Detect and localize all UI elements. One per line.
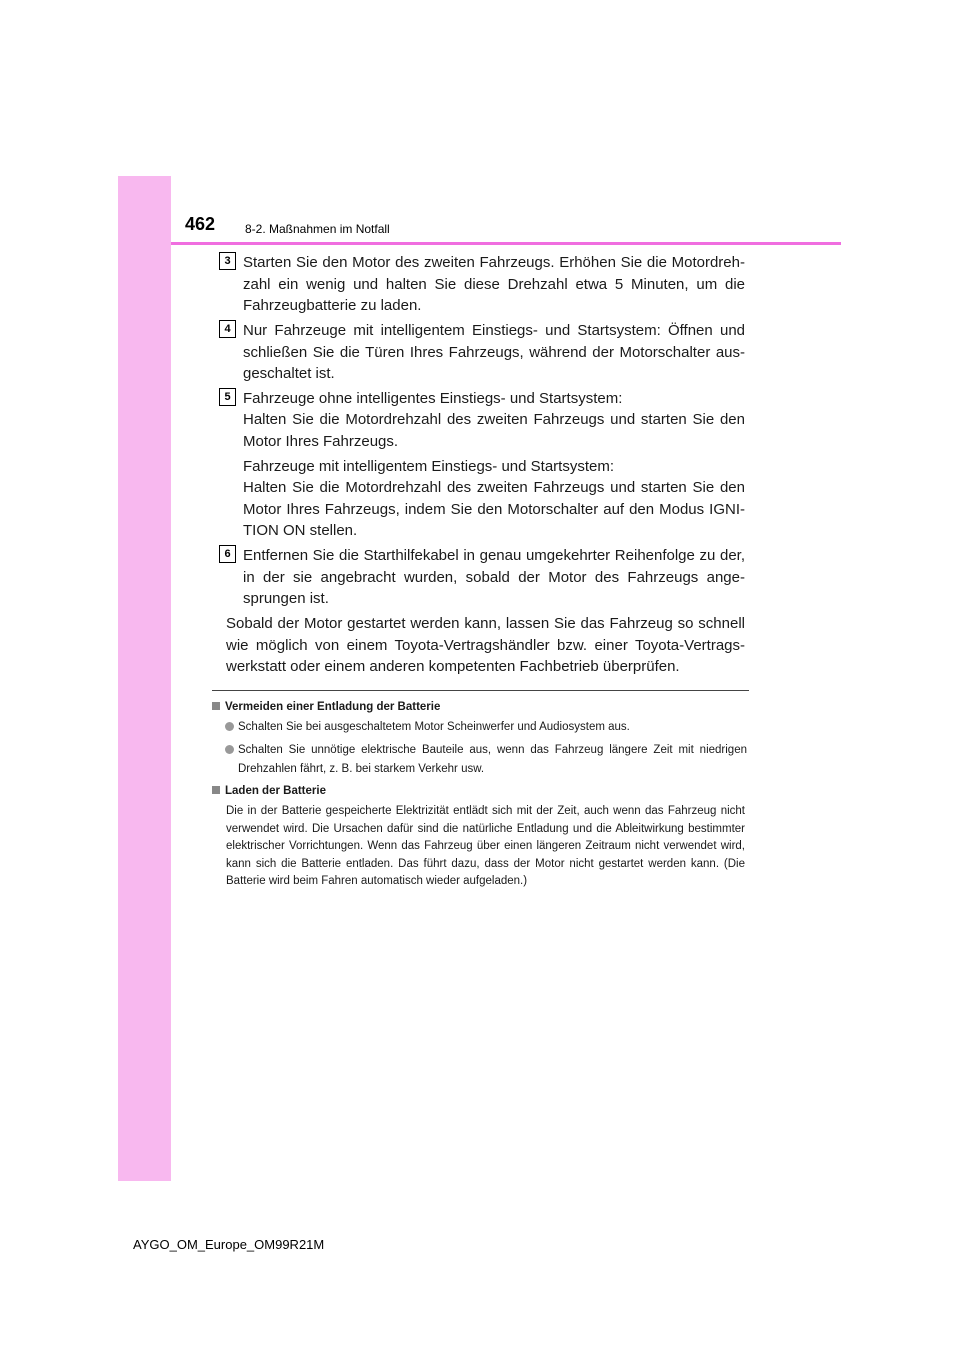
step-4-text: Nur Fahrzeuge mit intelligentem Einstiegs- und Startsystem: Öffnen und schließen Sie die Türen Ihres Fahrzeugs, während der Motorschalter ausgeschaltet ist. bbox=[243, 322, 745, 382]
step-5-text-a: Fahrzeuge ohne intelligentes Einstiegs- und Startsystem: bbox=[243, 390, 623, 407]
step-6-text: Entfernen Sie die Starthilfekabel in genau umgekehrter Reihenfolge zu der, in der sie angebracht wurden, sobald der Motor des Fahrzeugs angesprungen ist. bbox=[243, 547, 745, 607]
page-number: 462 bbox=[185, 214, 216, 234]
square-bullet-icon bbox=[212, 702, 220, 710]
note-body-battery-charging: Die in der Batterie gespeicherte Elektrizität entlädt sich mit der Zeit, auch wenn das Fahrzeug nicht verwendet wird. Die Ursachen dafür sind die natürliche Entladung und die Ableitwirkung bestimmter elektrischer Vorrichtungen. Wenn das Fahrzeug über einen längeren Zeitraum nicht verwendet wird, kann sich die Batterie entladen. Das führt dazu, dass der Motor nicht gestartet werden kann. (Die Batterie wird beim Fahren automatisch wieder aufgeladen.) bbox=[226, 805, 745, 887]
circle-bullet-icon bbox=[225, 745, 234, 754]
square-bullet-icon bbox=[212, 786, 220, 794]
header-rule bbox=[171, 242, 841, 245]
notes-divider bbox=[212, 690, 749, 691]
chapter-sidebar-tab bbox=[118, 176, 171, 1181]
footer-doc-id: AYGO_OM_Europe_OM99R21M bbox=[133, 1237, 325, 1252]
closing-paragraph: Sobald der Motor gestartet werden kann, lassen Sie das Fahrzeug so schnell wie möglich von einem Toyota-Vertragshändler bzw. einer Toyota-Vertragswerkstatt oder einem anderen kompetenten Fachbetrieb überprüfen. bbox=[226, 615, 745, 675]
step-3-text: Starten Sie den Motor des zweiten Fahrzeugs. Erhöhen Sie die Motordrehzahl ein wenig und halten Sie diese Drehzahl etwa 5 Minuten, um die Fahrzeugbatterie zu laden. bbox=[243, 254, 745, 314]
note-bullet: Schalten Sie bei ausgeschaltetem Motor Scheinwerfer und Audiosystem aus. bbox=[225, 718, 747, 737]
note-heading-battery-discharge: Vermeiden einer Entladung der Batterie bbox=[212, 699, 440, 715]
step-number-5: 5 bbox=[219, 388, 236, 406]
note-bullet: Schalten Sie unnötige elektrische Bauteile aus, wenn das Fahrzeug längere Zeit mit niedrigen Drehzahlen fährt, z. B. bei starkem Verkehr usw. bbox=[225, 741, 747, 779]
step-5-text-c: Fahrzeuge mit intelligentem Einstiegs- und Startsystem: bbox=[243, 458, 614, 475]
step-number-3: 3 bbox=[219, 252, 236, 270]
step-5-text-b: Halten Sie die Motordrehzahl des zweiten Fahrzeugs und starten Sie den Motor Ihres Fahrzeugs. bbox=[243, 411, 745, 450]
step-5-text-d: Halten Sie die Motordrehzahl des zweiten Fahrzeugs und starten Sie den Motor Ihres Fahrzeugs, indem Sie den Motorschalter auf den Modus IGNITION ON stellen. bbox=[243, 479, 745, 539]
step-number-4: 4 bbox=[219, 320, 236, 338]
step-number-6: 6 bbox=[219, 545, 236, 563]
note-heading-battery-charging: Laden der Batterie bbox=[212, 783, 326, 799]
circle-bullet-icon bbox=[225, 722, 234, 731]
section-title: 8-2. Maßnahmen im Notfall bbox=[245, 222, 390, 236]
